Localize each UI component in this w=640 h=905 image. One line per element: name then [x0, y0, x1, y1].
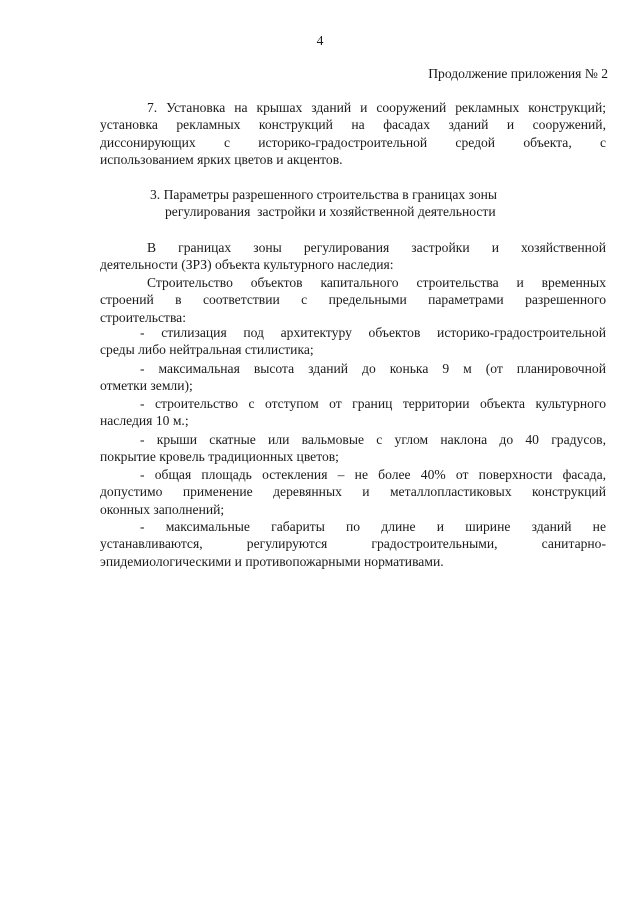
- text-line: среды либо нейтральная стилистика;: [100, 342, 314, 358]
- text-line: - общая площадь остекления – не более 40% от поверхности фасада,: [140, 467, 606, 482]
- text-line: - максимальные габариты по длине и ширине зданий не: [140, 519, 606, 534]
- intro-paragraph: [100, 239, 606, 274]
- text-line: - стилизация под архитектуру объектов историко-градостроительной: [140, 325, 606, 340]
- text-line: В границах зоны регулирования застройки и хозяйственной: [147, 240, 606, 255]
- text-line: строений в соответствии с предельными параметрами разрешенного: [100, 292, 606, 308]
- heading-line: регулирования застройки и хозяйственной деятельности: [165, 204, 496, 220]
- text-line: Строительство объектов капитального строительства и временных: [147, 275, 606, 290]
- bullet-item: [100, 360, 606, 395]
- text-line: 7. Установка на крышах зданий и сооружений рекламных конструкций;: [147, 100, 606, 115]
- text-line: оконных заполнений;: [100, 501, 225, 517]
- bullet-item: [100, 431, 606, 466]
- text-line: отметки земли);: [100, 378, 193, 394]
- bullet-item: [100, 466, 606, 518]
- bullet-item: [100, 518, 606, 570]
- text-line: - строительство с отступом от границ территории объекта культурного: [140, 396, 606, 411]
- text-line: покрытие кровель традиционных цветов;: [100, 449, 339, 465]
- text-line: установка рекламных конструкций на фасадах зданий и сооружений,: [100, 117, 606, 133]
- text-line: - крыши скатные или вальмовые с углом наклона до 40 градусов,: [140, 432, 606, 447]
- section-heading: [100, 186, 606, 221]
- text-line: устанавливаются, регулируются градостроительными, санитарно-: [100, 536, 606, 552]
- text-line: - максимальная высота зданий до конька 9 м (от планировочной: [140, 361, 606, 376]
- text-line: строительства:: [100, 309, 186, 325]
- bullet-item: [100, 395, 606, 430]
- text-line: диссонирующих с историко-градостроительной средой объекта, с: [100, 134, 606, 150]
- text-line: деятельности (ЗРЗ) объекта культурного наследия:: [100, 257, 394, 273]
- text-line: эпидемиологическими и противопожарными нормативами.: [100, 553, 444, 569]
- continuation-label: Продолжение приложения № 2: [428, 66, 608, 81]
- item-7-paragraph: [100, 99, 606, 169]
- bullet-item: [100, 324, 606, 359]
- text-line: использованием ярких цветов и акцентов.: [100, 152, 343, 168]
- text-line: допустимо применение деревянных и металлопластиковых конструкций: [100, 484, 606, 500]
- heading-line: 3. Параметры разрешенного строительства в границах зоны: [150, 187, 498, 202]
- construction-paragraph: [100, 274, 606, 326]
- page-number: 4: [316, 33, 324, 48]
- text-line: наследия 10 м.;: [100, 413, 189, 429]
